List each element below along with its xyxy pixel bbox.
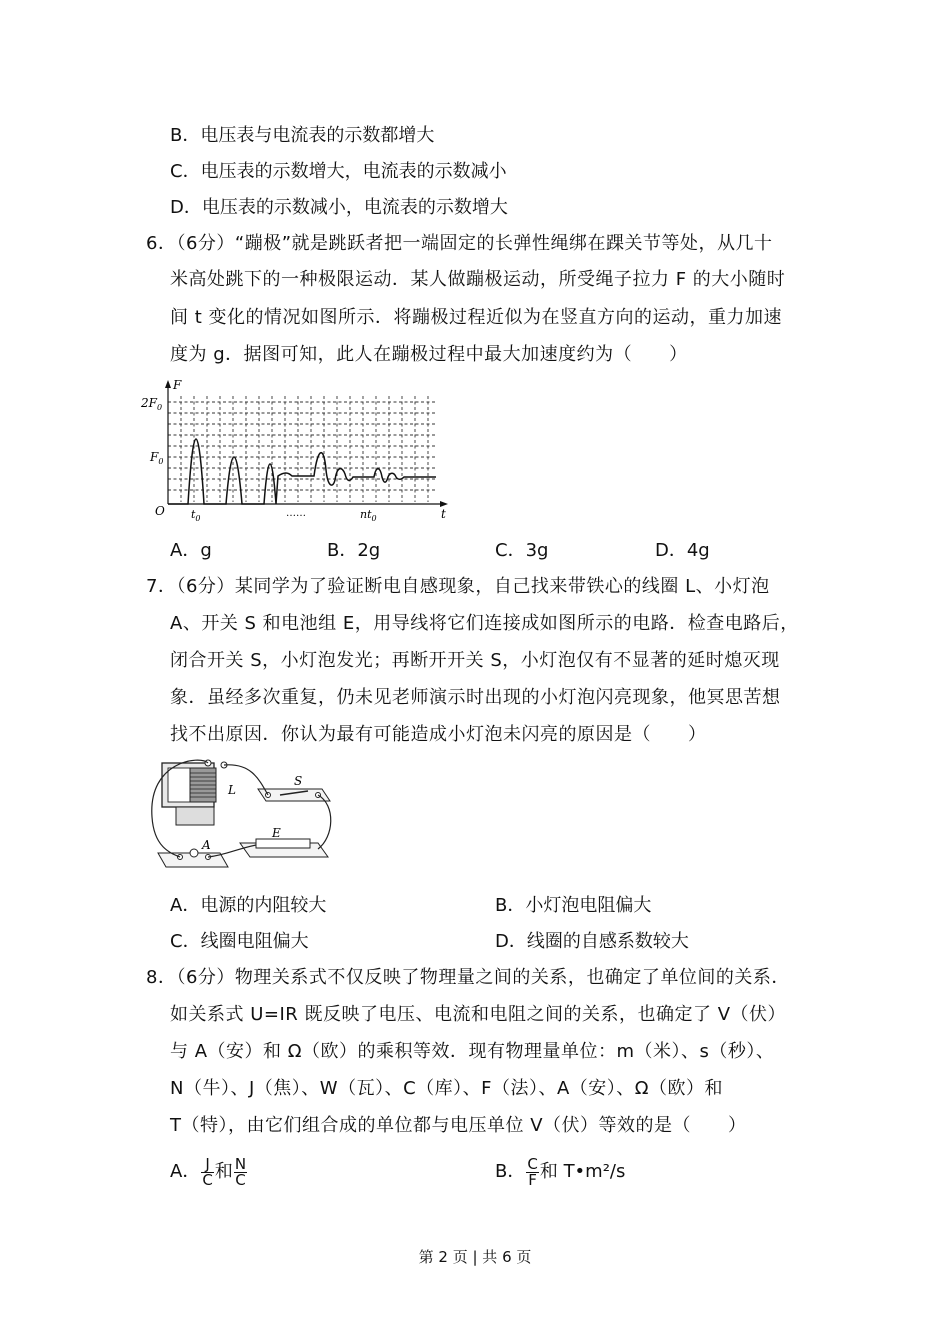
page-footer: 第 2 页 | 共 6 页 xyxy=(418,1248,532,1266)
q8-line-5: T（特），由它们组合成的单位都与电压单位 V（伏）等效的是（ ） xyxy=(170,1115,747,1136)
tick-f0: $F_0$ xyxy=(150,450,164,466)
q6-line-3: 间 t 变化的情况如图所示．将蹦极过程近似为在竖直方向的运动，重力加速 xyxy=(170,307,782,328)
q6-force-time-graph xyxy=(138,376,458,522)
q7-line-5: 找不出原因．你认为最有可能造成小灯泡未闪亮的原因是（ ） xyxy=(170,724,707,745)
q5-option-c: C．电压表的示数增大，电流表的示数减小 xyxy=(170,161,507,182)
coil-label-l: L xyxy=(228,783,236,797)
switch-label-s: S xyxy=(294,774,303,788)
q6-line-4: 度为 g．据图可知，此人在蹦极过程中最大加速度约为（ ） xyxy=(170,344,688,365)
q7-line-1: 7．（6分）某同学为了验证断电自感现象，自己找来带铁心的线圈 L、小灯泡 xyxy=(146,576,770,597)
q7-line-2: A、开关 S 和电池组 E，用导线将它们连接成如图所示的电路．检查电路后， xyxy=(170,613,799,634)
q6-option-d: D．4g xyxy=(655,540,710,561)
q8-line-3: 与 A（安）和 Ω（欧）的乘积等效．现有物理量单位：m（米）、s（秒）、 xyxy=(170,1041,775,1062)
q6-line-1: 6．（6分）“蹦极”就是跳跃者把一端固定的长弹性绳绑在踝关节等处，从几十 xyxy=(146,233,773,254)
tick-2f0: $2F_0$ xyxy=(141,396,163,412)
q8-line-2: 如关系式 U=IR 既反映了电压、电流和电阻之间的关系，也确定了 V（伏） xyxy=(170,1004,787,1025)
battery-label-e: E xyxy=(272,826,281,840)
fraction-n-over-c: $\frac{N}{C}$ xyxy=(234,1154,247,1189)
q6-option-c: C．3g xyxy=(495,540,549,561)
q7-circuit-diagram xyxy=(140,757,340,885)
origin-label: O xyxy=(155,504,165,518)
q6-line-2: 米高处跳下的一种极限运动．某人做蹦极运动，所受绳子拉力 F 的大小随时 xyxy=(170,269,786,290)
q6-option-a: A．g xyxy=(170,540,212,561)
q7-line-3: 闭合开关 S，小灯泡发光；再断开开关 S，小灯泡仅有不显著的延时熄灭现 xyxy=(170,650,780,671)
q7-option-c: C．线圈电阻偏大 xyxy=(170,931,309,952)
q7-option-d: D．线圈的自感系数较大 xyxy=(495,931,689,952)
t-axis-label: t xyxy=(441,507,446,521)
f-axis-label: F xyxy=(173,378,182,392)
q7-line-4: 象．虽经多次重复，仍未见老师演示时出现的小灯泡闪亮现象，他冥思苦想 xyxy=(170,687,781,708)
q7-option-b: B．小灯泡电阻偏大 xyxy=(495,895,652,916)
q7-option-a: A．电源的内阻较大 xyxy=(170,895,327,916)
q8-option-b: B． $\frac{C}{F}$ 和 T•m²/s xyxy=(495,1154,626,1189)
fraction-c-over-f: $\frac{C}{F}$ xyxy=(527,1154,538,1189)
q8-option-a: A． $\frac{J}{C}$ 和 $\frac{N}{C}$ xyxy=(170,1154,247,1189)
force-curve xyxy=(168,439,436,504)
tick-t0: $t_0$ xyxy=(191,508,201,522)
q5-option-d: D．电压表的示数减小，电流表的示数增大 xyxy=(170,197,508,218)
q6-option-b: B．2g xyxy=(327,540,381,561)
q8-line-1: 8．（6分）物理关系式不仅反映了物理量之间的关系，也确定了单位间的关系． xyxy=(146,967,790,988)
lamp-label-a: A xyxy=(202,838,211,852)
x-ellipsis: …… xyxy=(286,508,306,519)
q8-line-4: N（牛）、J（焦）、W（瓦）、C（库）、F（法）、A（安）、Ω（欧）和 xyxy=(170,1078,724,1099)
tick-nt0: $nt_0$ xyxy=(360,508,377,522)
q5-option-b: B．电压表与电流表的示数都增大 xyxy=(170,125,435,146)
fraction-j-over-c: $\frac{J}{C}$ xyxy=(202,1154,213,1189)
